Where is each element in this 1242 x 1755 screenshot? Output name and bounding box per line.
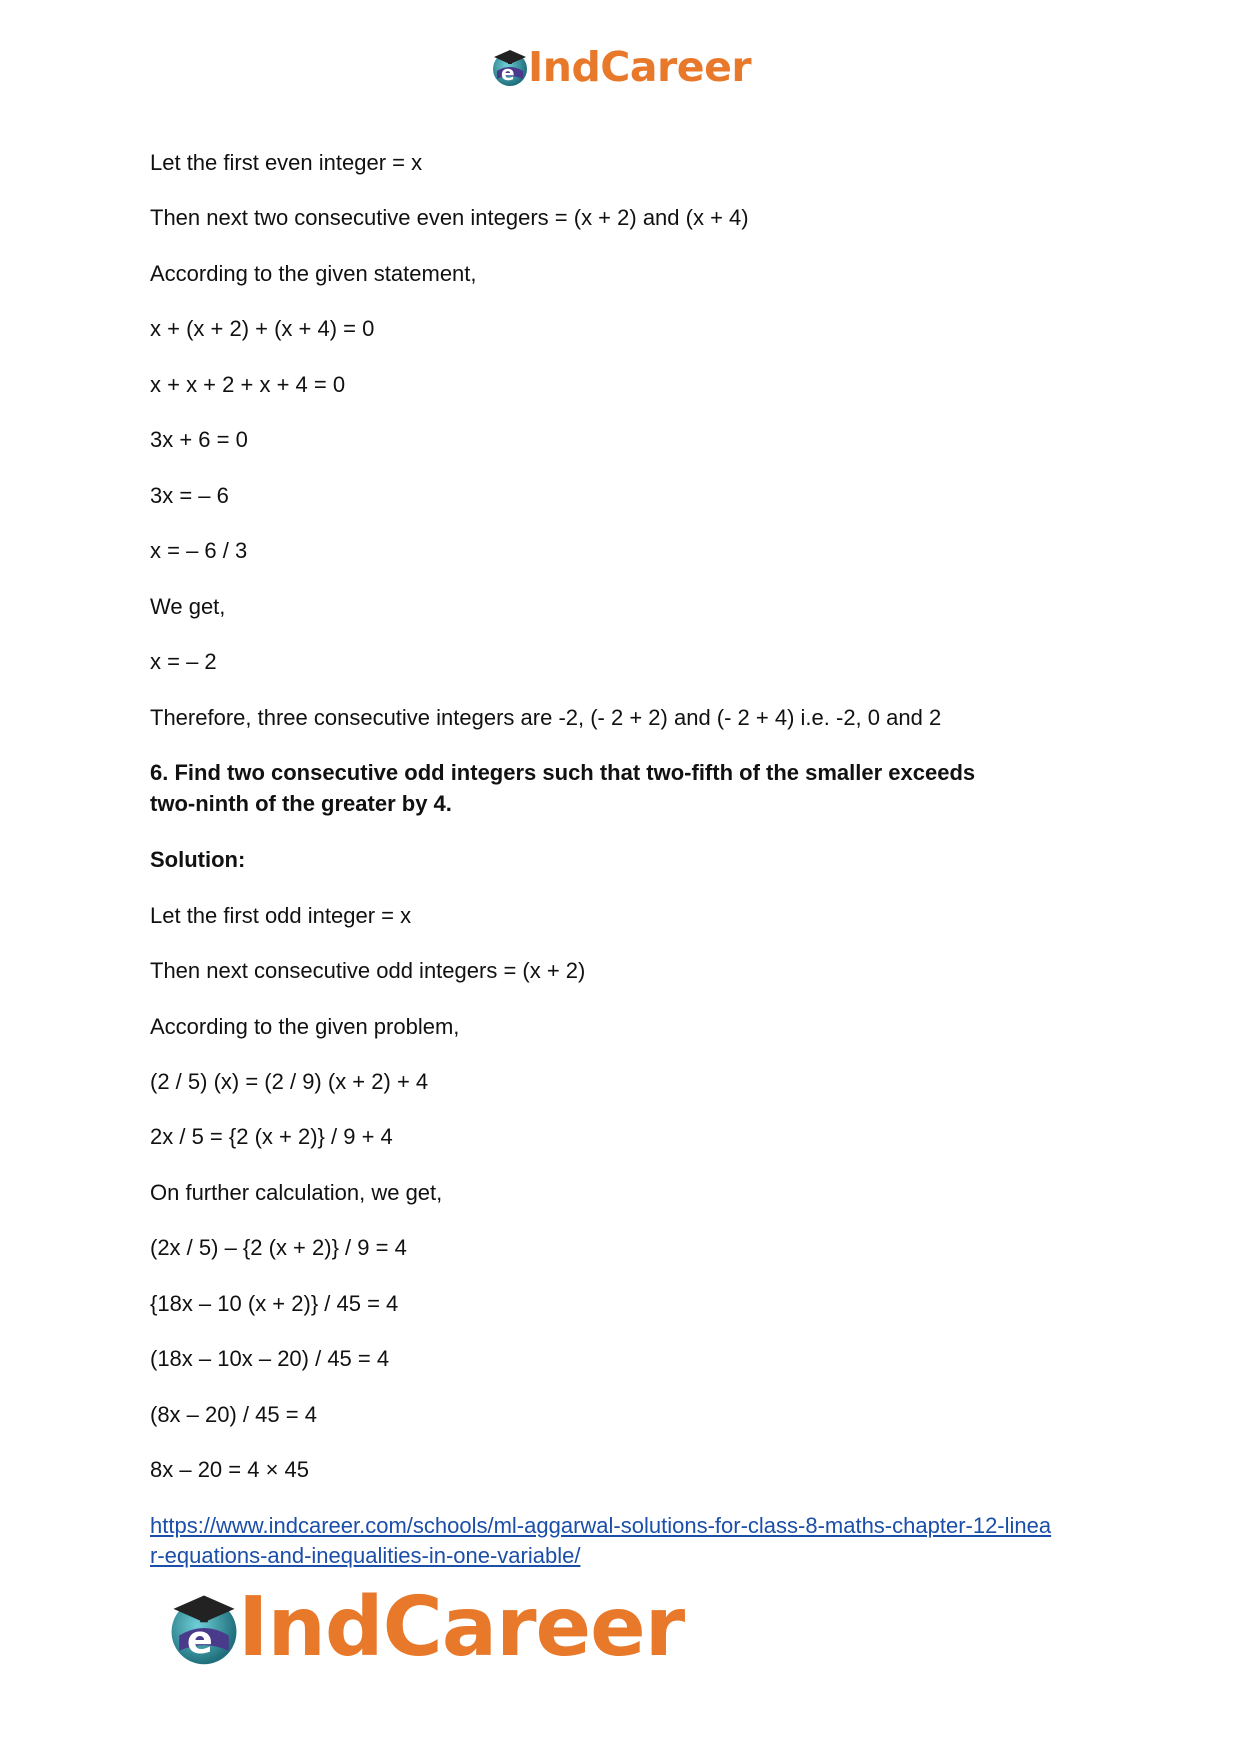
equation-line: x = – 2 bbox=[150, 649, 217, 674]
header-logo-text: IndCareer bbox=[528, 42, 752, 91]
text-line: On further calculation, we get, bbox=[150, 1180, 443, 1205]
text-line: Then next consecutive odd integers = (x + 2) bbox=[150, 958, 586, 983]
equation-line: 2x / 5 = {2 (x + 2)} / 9 + 4 bbox=[150, 1124, 393, 1149]
logo-globe-icon bbox=[488, 45, 532, 89]
equation-line: x = – 6 / 3 bbox=[150, 538, 248, 563]
question-line-2: two-ninth of the greater by 4. bbox=[150, 791, 452, 816]
equation-line: x + x + 2 + x + 4 = 0 bbox=[150, 372, 346, 397]
equation-line: (18x – 10x – 20) / 45 = 4 bbox=[150, 1346, 390, 1371]
equation-line: (8x – 20) / 45 = 4 bbox=[150, 1402, 317, 1427]
header-logo bbox=[488, 42, 751, 92]
solution-label: Solution: bbox=[150, 847, 246, 872]
text-line: According to the given statement, bbox=[150, 261, 477, 286]
footer-logo bbox=[162, 1580, 685, 1675]
text-line: According to the given problem, bbox=[150, 1014, 460, 1039]
equation-line: (2x / 5) – {2 (x + 2)} / 9 = 4 bbox=[150, 1235, 407, 1260]
equation-line: 3x = – 6 bbox=[150, 483, 229, 508]
text-line: Therefore, three consecutive integers are -2, (- 2 + 2) and (- 2 + 4) i.e. -2, 0 and 2 bbox=[150, 705, 942, 730]
svg-text:e: e bbox=[501, 61, 515, 85]
equation-line: (2 / 5) (x) = (2 / 9) (x + 2) + 4 bbox=[150, 1069, 429, 1094]
text-line: Let the first odd integer = x bbox=[150, 903, 412, 928]
footer-logo-text: IndCareer bbox=[238, 1580, 685, 1675]
text-line: Let the first even integer = x bbox=[150, 150, 423, 175]
svg-text:e: e bbox=[186, 1618, 213, 1663]
equation-line: 8x – 20 = 4 × 45 bbox=[150, 1457, 310, 1482]
text-line: Then next two consecutive even integers = (x + 2) and (x + 4) bbox=[150, 205, 749, 230]
equation-line: {18x – 10 (x + 2)} / 45 = 4 bbox=[150, 1291, 399, 1316]
text-line: We get, bbox=[150, 594, 226, 619]
question-line-1: 6. Find two consecutive odd integers such that two-fifth of the smaller exceeds bbox=[150, 760, 976, 785]
source-link-line-1[interactable]: https://www.indcareer.com/schools/ml-aggarwal-solutions-for-class-8-maths-chapter-12-linea bbox=[150, 1513, 1052, 1538]
equation-line: x + (x + 2) + (x + 4) = 0 bbox=[150, 316, 375, 341]
source-link-line-2[interactable]: r-equations-and-inequalities-in-one-variable/ bbox=[150, 1543, 581, 1568]
equation-line: 3x + 6 = 0 bbox=[150, 427, 248, 452]
logo-globe-icon bbox=[162, 1586, 246, 1670]
